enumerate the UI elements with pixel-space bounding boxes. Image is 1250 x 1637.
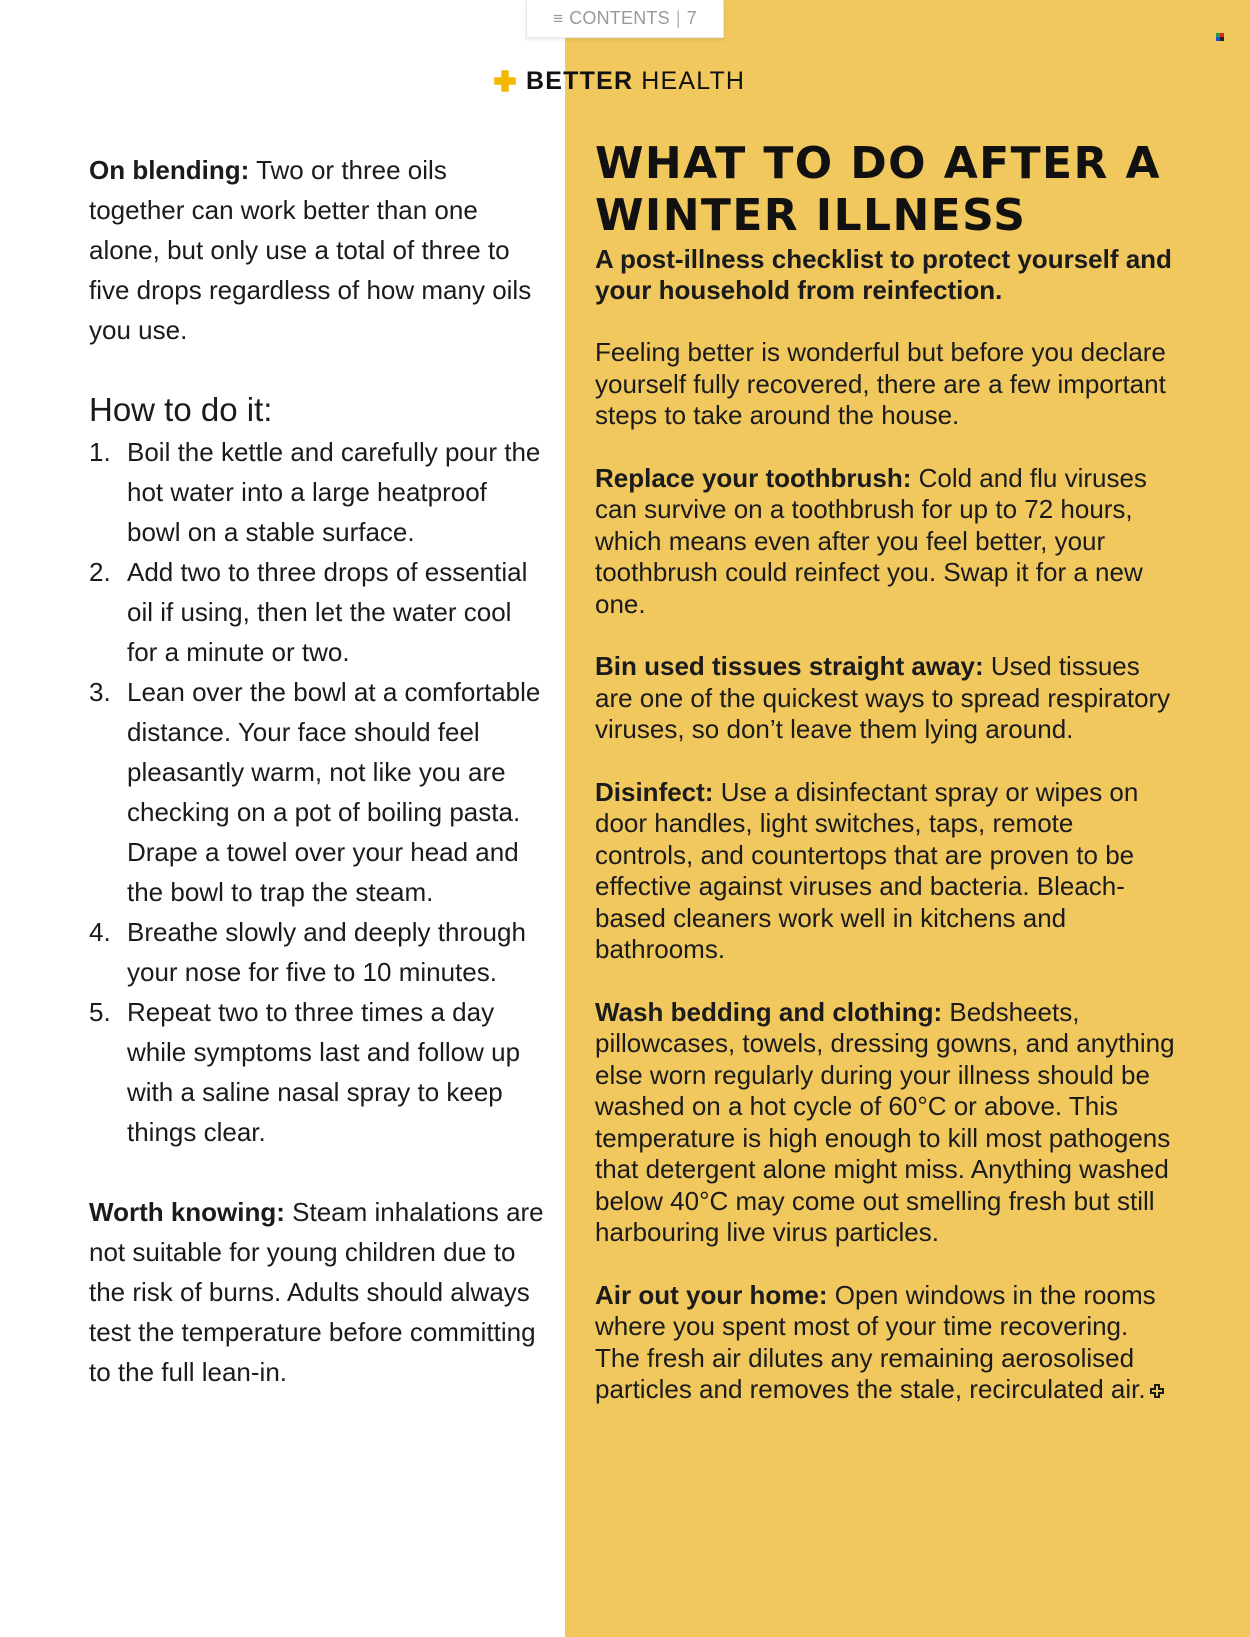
article-subtitle: A post-illness checklist to protect yourself and your household from reinfection. [595, 244, 1172, 305]
plus-cross-icon [494, 70, 516, 92]
step-text: Lean over the bowl at a comfortable distance. Your face should feel pleasantly warm, not like you are checking on a pot of boiling pasta. Drape a towel over your head and the bowl to trap the steam. [127, 677, 541, 907]
worth-knowing-label: Worth knowing: [89, 1197, 285, 1227]
step-number: 1. [89, 437, 111, 467]
section-label: Wash bedding and clothing: [595, 996, 943, 1027]
page-number: 7 [686, 8, 697, 28]
section-label: Air out your home: [595, 1279, 828, 1310]
left-column [89, 150, 544, 1392]
tissues-paragraph [595, 651, 1175, 746]
step-number: 4. [89, 917, 111, 947]
brand-health: HEALTH [641, 66, 746, 95]
toothbrush-paragraph [595, 463, 1175, 621]
step-number: 2. [89, 557, 111, 587]
worth-knowing-paragraph [89, 1192, 544, 1392]
howto-heading: How to do it: [89, 391, 273, 428]
section-label: Replace your toothbrush: [595, 462, 912, 493]
worth-knowing-text: Steam inhalations are not suitable for young children due to the risk of burns. Adults should always test the temperature before committing to the full lean-in. [89, 1197, 544, 1387]
contents-button[interactable] [526, 0, 724, 38]
contents-label: CONTENTS [569, 8, 670, 28]
section-text: Used tissues are one of the quickest ways to spread respiratory viruses, so don’t leave them lying around. [595, 651, 1171, 744]
section-text: Open windows in the rooms where you spent most of your time recovering. The fresh air dilutes any remaining aerosolised particles and removes the stale, recirculated air. [595, 1279, 1156, 1404]
section-text: Use a disinfectant spray or wipes on door handles, light switches, taps, remote controls, and countertops that are proven to be effective against viruses and bacteria. Bleach-based cleaners work well in kitchens and bathrooms. [595, 776, 1139, 964]
right-column [595, 138, 1175, 1406]
disinfect-paragraph [595, 777, 1175, 966]
washing-paragraph [595, 997, 1175, 1249]
section-text: Bedsheets, pillowcases, towels, dressing gowns, and anything else worn regularly during your illness should be washed on a hot cycle of 60°C or above. This temperature is high enough to kill most pathogens that detergent alone might miss. Anything washed below 40°C may come out smelling fresh but still harbouring live virus particles. [595, 996, 1175, 1247]
section-label: Disinfect: [595, 776, 714, 807]
steps-list [89, 432, 544, 1152]
list-item [89, 912, 544, 992]
blending-paragraph [89, 150, 544, 350]
corner-mark-icon [1216, 33, 1224, 41]
step-number: 5. [89, 997, 111, 1027]
list-item [89, 992, 544, 1152]
list-item [89, 552, 544, 672]
step-text: Repeat two to three times a day while symptoms last and follow up with a saline nasal spray to keep things clear. [127, 997, 521, 1147]
brand-logo [494, 64, 745, 98]
brand-better: BETTER [526, 66, 634, 95]
step-number: 3. [89, 677, 111, 707]
air-out-paragraph [595, 1280, 1175, 1406]
step-text: Add two to three drops of essential oil if using, then let the water cool for a minute or two. [127, 557, 528, 667]
list-item [89, 432, 544, 552]
blending-label: On blending: [89, 155, 250, 185]
section-text: Cold and flu viruses can survive on a toothbrush for up to 72 hours, which means even after you feel better, your toothbrush could reinfect you. Swap it for a new one. [595, 462, 1147, 619]
section-label: Bin used tissues straight away: [595, 651, 984, 681]
intro-paragraph: Feeling better is wonderful but before you declare yourself fully recovered, there are a few important steps to take around the house. [595, 337, 1166, 430]
menu-icon: ≡ [553, 8, 564, 28]
blending-text: Two or three oils together can work better than one alone, but only use a total of three to five drops regardless of how many oils you use. [89, 155, 532, 345]
article-title: WHAT TO DO AFTER A WINTER ILLNESS [595, 138, 1161, 241]
divider: | [675, 8, 681, 28]
step-text: Boil the kettle and carefully pour the hot water into a large heatproof bowl on a stable surface. [127, 437, 541, 547]
end-mark-icon [1150, 1384, 1164, 1398]
list-item [89, 672, 544, 912]
step-text: Breathe slowly and deeply through your nose for five to 10 minutes. [127, 917, 526, 987]
